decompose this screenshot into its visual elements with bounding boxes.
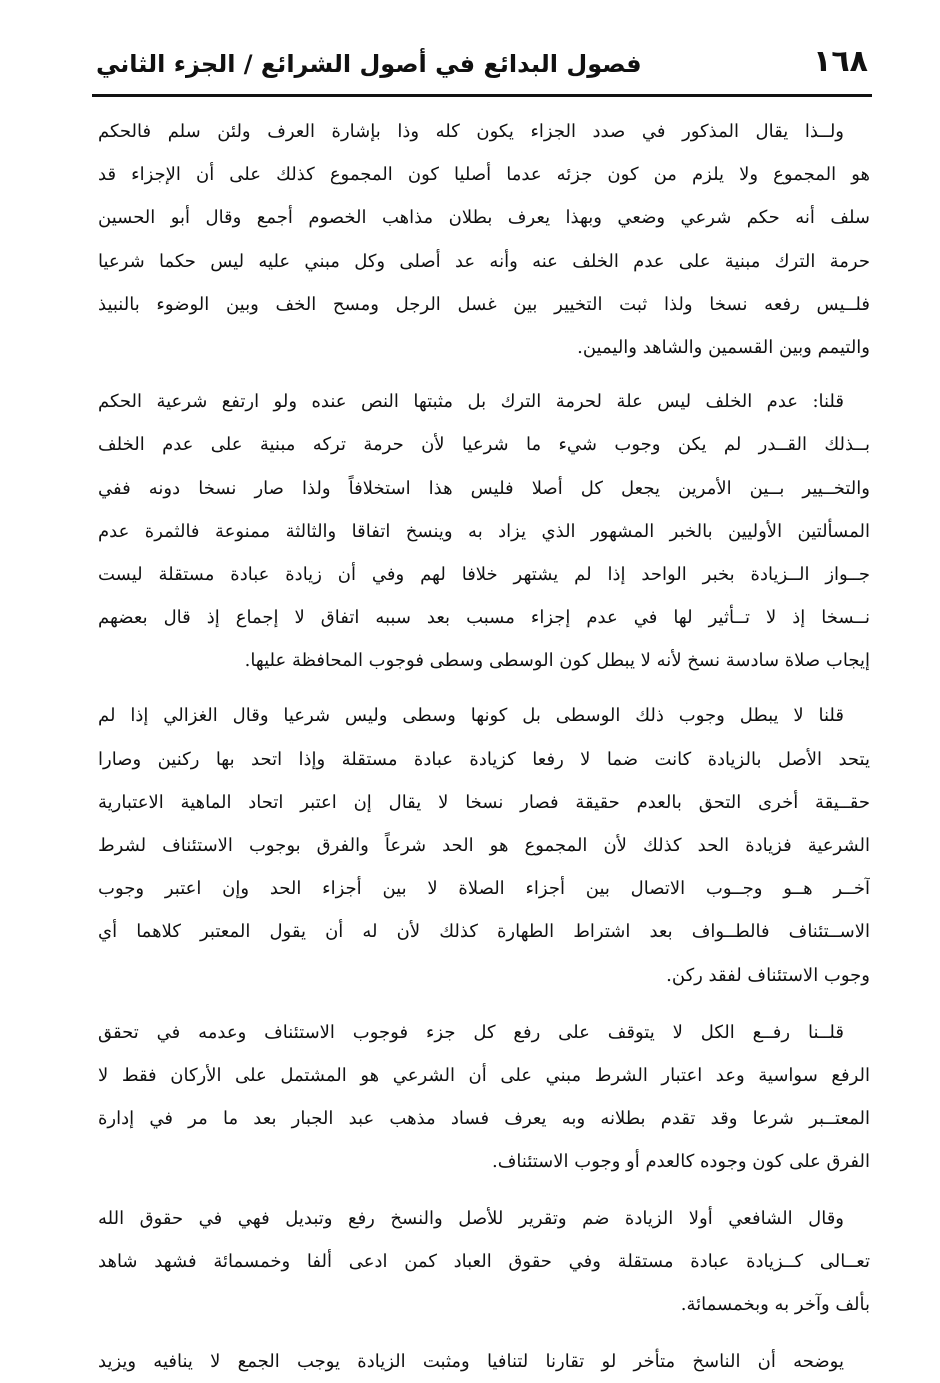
text-line: وجوب الاستئناف لفقد ركن. (666, 964, 870, 986)
text-line: الرفع سواسية وعد اعتبار الشرط مبني على أن الشرعي هو المشتمل على الأركان فقط لا (98, 1064, 870, 1086)
text-line: يتحد الأصل بالزيادة كانت ضما لا رفعا كزيادة عبادة مستقلة وإذا اتحد بها ركنين وصارا (98, 748, 870, 770)
header-rule (92, 94, 872, 97)
running-title: فصول البدائع في أصول الشرائع / الجزء الثاني (96, 50, 642, 78)
text-line: نــسخا إذ لا تــأثير لها في عدم إجزاء مسبب بعد سببه اتفاق لا إجماع إذ قال بعضهم (98, 607, 870, 629)
text-line: الفرق على كون وجوده كالعدم أو وجوب الاستئناف. (492, 1151, 870, 1173)
paragraph-3 (98, 694, 870, 996)
text-line: تعــالى كــزيادة عبادة مستقلة وفي حقوق العباد كمن ادعى ألفا وخمسمائة فشهد شاهد (98, 1250, 870, 1272)
text-line: فلــيس رفعه نسخا ولذا ثبت التخيير بين غسل الرجل ومسح الخف وبين الوضوء بالنبيذ (98, 293, 870, 315)
text-line: هو المجموع ولا يلزم من كون جزئه عدما أصليا كون المجموع كذلك على أن الإجزاء قد (98, 164, 870, 186)
text-line: سلف أنه حكم شرعي وضعي وبهذا يعرف بطلان مذاهب الخصوم أجمع وقال أبو الحسين (98, 207, 870, 229)
text-line: قلنا لا يبطل وجوب ذلك الوسطى بل كونها وسطى وليس شرعيا وقال الغزالي إذا لم (98, 705, 844, 727)
text-line: إيجاب صلاة سادسة نسخ لأنه لا يبطل كون الوسطى وسطى فوجوب المحافظة عليها. (244, 650, 870, 672)
text-line: يوضحه أن الناسخ متأخر لو تقارنا لتنافيا ومثبت الزيادة يوجب الجمع لا ينافيه ويزيد (98, 1351, 844, 1373)
text-line: ولــذا يقال المذكور في صدد الجزاء يكون كله وذا بإشارة العرف ولئن سلم فالحكم (98, 121, 844, 142)
text-line: قلــنا رفــع الكل لا يتوقف على رفع كل جزء فوجوب الاستئناف وعدمه في تحقق (98, 1021, 844, 1043)
text-line: بألف وآخر به وبخمسمائة. (680, 1293, 870, 1315)
paragraph-gap (98, 369, 870, 380)
paragraph-gap (98, 1326, 870, 1340)
text-line: والتخــيير بــين الأمرين يجعل كل أصلا فليس هذا استخلافاً ولذا صار نسخا دونه ففي (98, 477, 870, 499)
text-line: حقــيقة أخرى التحق بالعدم حقيقة فصار نسخا لا يقال إن اعتبر اتحاد الماهية الاعتبارية (98, 791, 870, 813)
text-line: بــذلك القــدر لم يكن وجوب شيء ما شرعيا لأن حرمة تركه مبنية على عدم الخلف (98, 434, 870, 456)
text-line: وقال الشافعي أولا الزيادة ضم وتقرير للأصل والنسخ رفع وتبديل فهي في حقوق الله (98, 1207, 844, 1229)
text-line: آخــر هــو وجــوب الاتصال بين أجزاء الصلاة لا بين أجزاء الحد وإن اعتبر وجوب (98, 878, 870, 900)
text-line: والتيمم وبين القسمين والشاهد واليمين. (577, 336, 870, 358)
text-line: الاســتئناف فالطــواف بعد اشتراط الطهارة كذلك لأن له أن يقول المعتبر كلاهما أي (98, 921, 870, 943)
page-body (98, 110, 870, 1383)
paragraph-gap (98, 1184, 870, 1197)
paragraph-4 (98, 1011, 870, 1184)
text-line: قلنا: عدم الخلف ليس علة لحرمة الترك بل مثبتها النص عنده ولو ارتفع شرعية الحكم (98, 391, 844, 413)
page-number: ١٦٨ (813, 44, 868, 79)
paragraph-gap (98, 682, 870, 694)
text-line: الشرعية فزيادة الحد كذلك لأن المجموع هو الحد شرعاً والفرق بوجوب الاستئناف لشرط (98, 835, 870, 856)
paragraph-6 (98, 1340, 870, 1383)
text-line: حرمة الترك مبنية على عدم الخلف عنه وأنه عد أصلى وكل مبني عليه ليس حكما شرعيا (98, 250, 870, 272)
paragraph-2 (98, 380, 870, 682)
page-header (92, 38, 872, 94)
paragraph-gap (98, 997, 870, 1011)
text-line: جــواز الــزيادة بخبر الواحد إذا لم يشتهر خلافا لهم وفي أن زيادة عبادة مستقلة ليست (98, 563, 870, 585)
paragraph-1 (98, 110, 870, 369)
text-line: المسألتين الأوليين بالخبر المشهور الذي يزاد به وينسخ اتفاقا والثالثة ممنوعة فالثمرة عدم (98, 520, 870, 542)
text-line: المعتــبر شرعا وقد تقدم بطلانه وبه يعرف فساد مذهب عبد الجبار بعد ما مر في إدارة (98, 1108, 870, 1130)
paragraph-5 (98, 1197, 870, 1327)
